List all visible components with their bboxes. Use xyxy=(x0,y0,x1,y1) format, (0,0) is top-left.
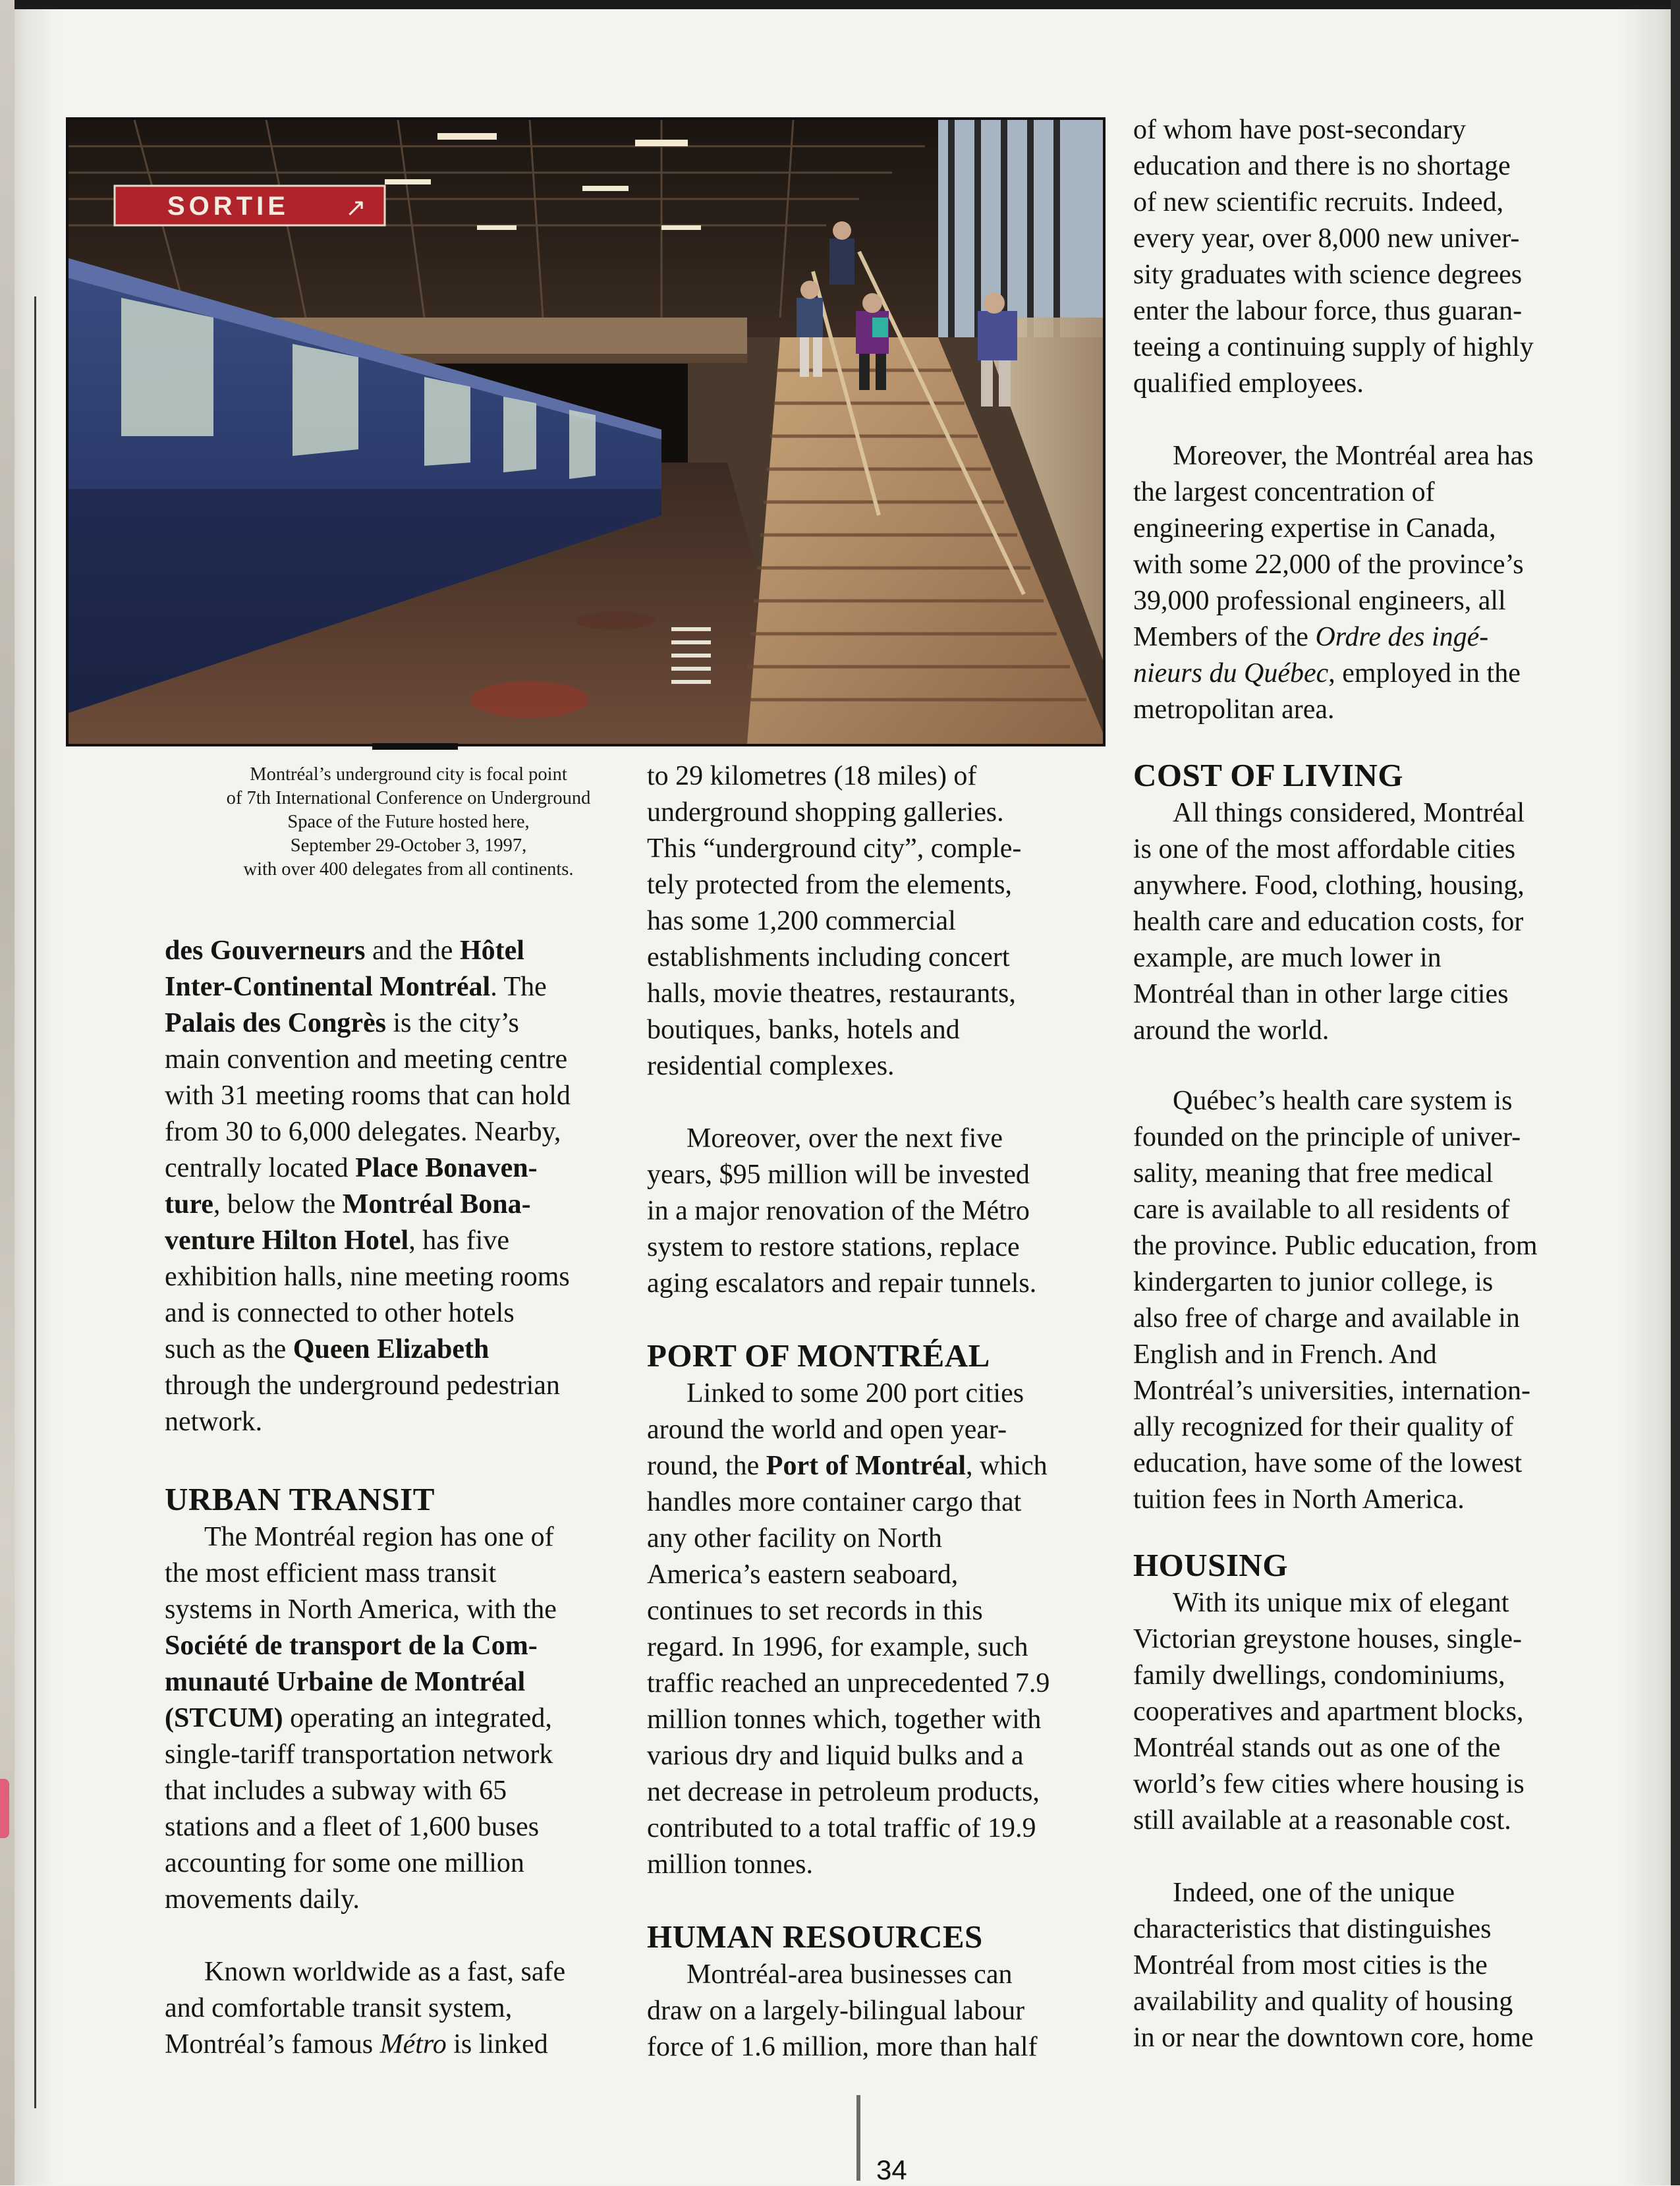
text-column-2 xyxy=(647,758,1108,2065)
text-line: and is connected to other hotels xyxy=(165,1298,515,1328)
scan-right-edge xyxy=(1671,0,1680,2185)
text-line: Victorian greystone houses, single- xyxy=(1133,1624,1523,1654)
paragraph-metro xyxy=(165,1954,646,2063)
scan-top-edge xyxy=(0,0,1680,9)
text-line: Inter-Continental Montréal. The xyxy=(165,972,547,1002)
text-line: Montréal from most cities is the xyxy=(1133,1950,1488,1980)
text-line: handles more container cargo that xyxy=(647,1487,1022,1517)
text-line: of new scientific recruits. Indeed, xyxy=(1133,187,1504,217)
text-line: with 31 meeting rooms that can hold xyxy=(165,1080,571,1111)
text-line: establishments including concert xyxy=(647,942,1010,972)
paragraph-underground-city xyxy=(647,758,1108,1084)
text-line: Moreover, the Montréal area has xyxy=(1173,441,1534,471)
text-line: network. xyxy=(165,1407,263,1437)
text-line: net decrease in petroleum products, xyxy=(647,1777,1040,1807)
text-line: that includes a subway with 65 xyxy=(165,1776,507,1806)
text-line: traffic reached an unprecedented 7.9 xyxy=(647,1668,1050,1698)
text-line: cooperatives and apartment blocks, xyxy=(1133,1696,1524,1727)
text-line: force of 1.6 million, more than half xyxy=(647,2032,1038,2062)
text-line: Montréal’s famous Métro is linked xyxy=(165,2029,548,2060)
paragraph-human-resources xyxy=(647,1957,1108,2065)
text-line: centrally located Place Bonaven- xyxy=(165,1153,538,1183)
text-line: sity graduates with science degrees xyxy=(1133,260,1523,290)
text-line: venture Hilton Hotel, has five xyxy=(165,1225,509,1256)
text-line: world’s few cities where housing is xyxy=(1133,1769,1525,1799)
paragraph-port xyxy=(647,1376,1108,1883)
text-line: various dry and liquid bulks and a xyxy=(647,1741,1024,1771)
heading-urban-transit: URBAN TRANSIT xyxy=(165,1481,435,1517)
text-line: education, have some of the lowest xyxy=(1133,1448,1523,1478)
text-line: 39,000 professional engineers, all xyxy=(1133,586,1506,616)
text-line: still available at a reasonable cost. xyxy=(1133,1805,1511,1836)
paragraph-cost-of-living xyxy=(1133,795,1594,1049)
text-line: sality, meaning that free medical xyxy=(1133,1158,1494,1189)
text-line: Members of the Ordre des ingé- xyxy=(1133,622,1489,652)
binding-rule xyxy=(34,296,36,2108)
text-line: round, the Port of Montréal, which xyxy=(647,1451,1048,1481)
text-line: million tonnes. xyxy=(647,1849,813,1880)
text-line: million tonnes which, together with xyxy=(647,1704,1042,1735)
page-tab-marker xyxy=(0,1779,9,1838)
text-line: engineering expertise in Canada, xyxy=(1133,513,1496,544)
text-line: aging escalators and repair tunnels. xyxy=(647,1268,1037,1299)
text-line: stations and a fleet of 1,600 buses xyxy=(165,1812,540,1842)
caption-line: September 29-October 3, 1997, xyxy=(290,835,527,856)
text-line: education and there is no shortage xyxy=(1133,151,1511,181)
text-line: with some 22,000 of the province’s xyxy=(1133,549,1524,580)
caption-line: of 7th International Conference on Underground xyxy=(226,788,591,808)
text-line: Montréal than in other large cities xyxy=(1133,979,1509,1009)
text-line: All things considered, Montréal xyxy=(1173,798,1525,828)
text-line: underground shopping galleries. xyxy=(647,797,1004,827)
paragraph-graduates xyxy=(1133,112,1594,402)
text-line: the province. Public education, from xyxy=(1133,1231,1538,1261)
text-line: des Gouverneurs and the Hôtel xyxy=(165,936,524,966)
text-line: residential complexes. xyxy=(647,1051,895,1081)
text-line: in a major renovation of the Métro xyxy=(647,1196,1030,1226)
text-line: draw on a largely-bilingual labour xyxy=(647,1996,1025,2026)
text-line: availability and quality of housing xyxy=(1133,1986,1513,2017)
caption-line: with over 400 delegates from all continents. xyxy=(243,859,574,880)
text-line: main convention and meeting centre xyxy=(165,1044,568,1075)
text-line: around the world and open year- xyxy=(647,1415,1007,1445)
text-line: is one of the most affordable cities xyxy=(1133,834,1516,864)
caption-line: Space of the Future hosted here, xyxy=(287,812,530,832)
text-line: system to restore stations, replace xyxy=(647,1232,1020,1262)
text-line: Indeed, one of the unique xyxy=(1173,1878,1455,1908)
text-line: exhibition halls, nine meeting rooms xyxy=(165,1262,570,1292)
paragraph-engineering xyxy=(1133,438,1594,728)
text-line: contributed to a total traffic of 19.9 xyxy=(647,1813,1036,1843)
scan-left-edge xyxy=(0,0,14,2185)
heading-human-resources: HUMAN RESOURCES xyxy=(647,1919,983,1955)
text-line: nieurs du Québec, employed in the xyxy=(1133,658,1521,688)
text-line: Moreover, over the next five xyxy=(686,1123,1003,1154)
text-line: With its unique mix of elegant xyxy=(1173,1588,1509,1618)
paragraph-downtown-housing xyxy=(1133,1875,1594,2056)
photo-tab-mark xyxy=(372,743,458,750)
text-line: metropolitan area. xyxy=(1133,694,1335,725)
caption-line: Montréal’s underground city is focal point xyxy=(250,764,567,785)
text-line: tely protected from the elements, xyxy=(647,870,1012,900)
text-line: single-tariff transportation network xyxy=(165,1739,553,1770)
text-line: tuition fees in North America. xyxy=(1133,1484,1465,1515)
text-line: of whom have post-secondary xyxy=(1133,115,1467,145)
text-line: Palais des Congrès is the city’s xyxy=(165,1008,519,1038)
text-line: teeing a continuing supply of highly xyxy=(1133,332,1534,362)
text-line: Québec’s health care system is xyxy=(1173,1086,1513,1116)
photo-caption xyxy=(165,763,652,882)
text-line: This “underground city”, comple- xyxy=(647,833,1022,864)
paragraph-housing xyxy=(1133,1585,1594,1839)
text-column-3 xyxy=(1133,112,1594,2056)
text-line: such as the Queen Elizabeth xyxy=(165,1334,490,1364)
text-line: years, $95 million will be invested xyxy=(647,1160,1030,1190)
text-line: from 30 to 6,000 delegates. Nearby, xyxy=(165,1117,561,1147)
text-line: health care and education costs, for xyxy=(1133,907,1524,937)
text-line: systems in North America, with the xyxy=(165,1594,557,1625)
text-line: the most efficient mass transit xyxy=(165,1558,497,1588)
text-line: family dwellings, condominiums, xyxy=(1133,1660,1505,1691)
text-line: boutiques, banks, hotels and xyxy=(647,1015,960,1045)
metro-station-photo xyxy=(66,117,1106,746)
text-line: anywhere. Food, clothing, housing, xyxy=(1133,870,1525,901)
text-line: any other facility on North xyxy=(647,1523,942,1554)
text-line: English and in French. And xyxy=(1133,1339,1437,1370)
text-line: characteristics that distinguishes xyxy=(1133,1914,1492,1944)
text-line: America’s eastern seaboard, xyxy=(647,1559,959,1590)
paragraph-hotels xyxy=(165,933,646,1440)
heading-port-of-montreal: PORT OF MONTRÉAL xyxy=(647,1337,990,1374)
text-line: example, are much lower in xyxy=(1133,943,1442,973)
text-line: founded on the principle of univer- xyxy=(1133,1122,1521,1152)
text-line: ture, below the Montréal Bona- xyxy=(165,1189,531,1219)
paragraph-urban-transit xyxy=(165,1519,646,1918)
text-line: in or near the downtown core, home xyxy=(1133,2023,1534,2053)
text-line: kindergarten to junior college, is xyxy=(1133,1267,1494,1297)
text-line: Linked to some 200 port cities xyxy=(686,1378,1024,1409)
text-line: Montréal stands out as one of the xyxy=(1133,1733,1501,1763)
heading-housing: HOUSING xyxy=(1133,1547,1288,1583)
page-number-rule xyxy=(856,2095,860,2181)
text-line: around the world. xyxy=(1133,1015,1330,1046)
metro-station-illustration xyxy=(69,120,1103,744)
text-line: to 29 kilometres (18 miles) of xyxy=(647,761,977,791)
text-line: and comfortable transit system, xyxy=(165,1993,513,2023)
text-line: every year, over 8,000 new univer- xyxy=(1133,223,1520,254)
text-line: continues to set records in this xyxy=(647,1596,983,1626)
text-line: qualified employees. xyxy=(1133,368,1364,399)
text-line: halls, movie theatres, restaurants, xyxy=(647,978,1016,1009)
text-line: (STCUM) operating an integrated, xyxy=(165,1703,552,1733)
text-line: also free of charge and available in xyxy=(1133,1303,1520,1333)
text-line: munauté Urbaine de Montréal xyxy=(165,1667,526,1697)
text-line: Known worldwide as a fast, safe xyxy=(204,1957,566,1987)
sortie-sign-arrow: ↗ xyxy=(345,193,366,222)
sortie-sign-text: SORTIE xyxy=(167,192,289,221)
text-line: enter the labour force, thus guaran- xyxy=(1133,296,1523,326)
text-line: movements daily. xyxy=(165,1884,360,1915)
text-line: through the underground pedestrian xyxy=(165,1370,560,1401)
text-line: regard. In 1996, for example, such xyxy=(647,1632,1028,1662)
page-number: 34 xyxy=(876,2154,907,2185)
text-column-1 xyxy=(165,933,646,2063)
text-line: Société de transport de la Com- xyxy=(165,1631,538,1661)
text-line: The Montréal region has one of xyxy=(204,1522,554,1552)
text-line: Montréal’s universities, internation- xyxy=(1133,1376,1531,1406)
text-line: the largest concentration of xyxy=(1133,477,1435,507)
paragraph-health-care xyxy=(1133,1083,1594,1518)
text-line: Montréal-area businesses can xyxy=(686,1959,1013,1990)
heading-cost-of-living: COST OF LIVING xyxy=(1133,757,1403,793)
text-line: has some 1,200 commercial xyxy=(647,906,956,936)
text-line: accounting for some one million xyxy=(165,1848,524,1878)
text-line: ally recognized for their quality of xyxy=(1133,1412,1514,1442)
text-line: care is available to all residents of xyxy=(1133,1194,1510,1225)
paragraph-metro-renovation xyxy=(647,1121,1108,1302)
